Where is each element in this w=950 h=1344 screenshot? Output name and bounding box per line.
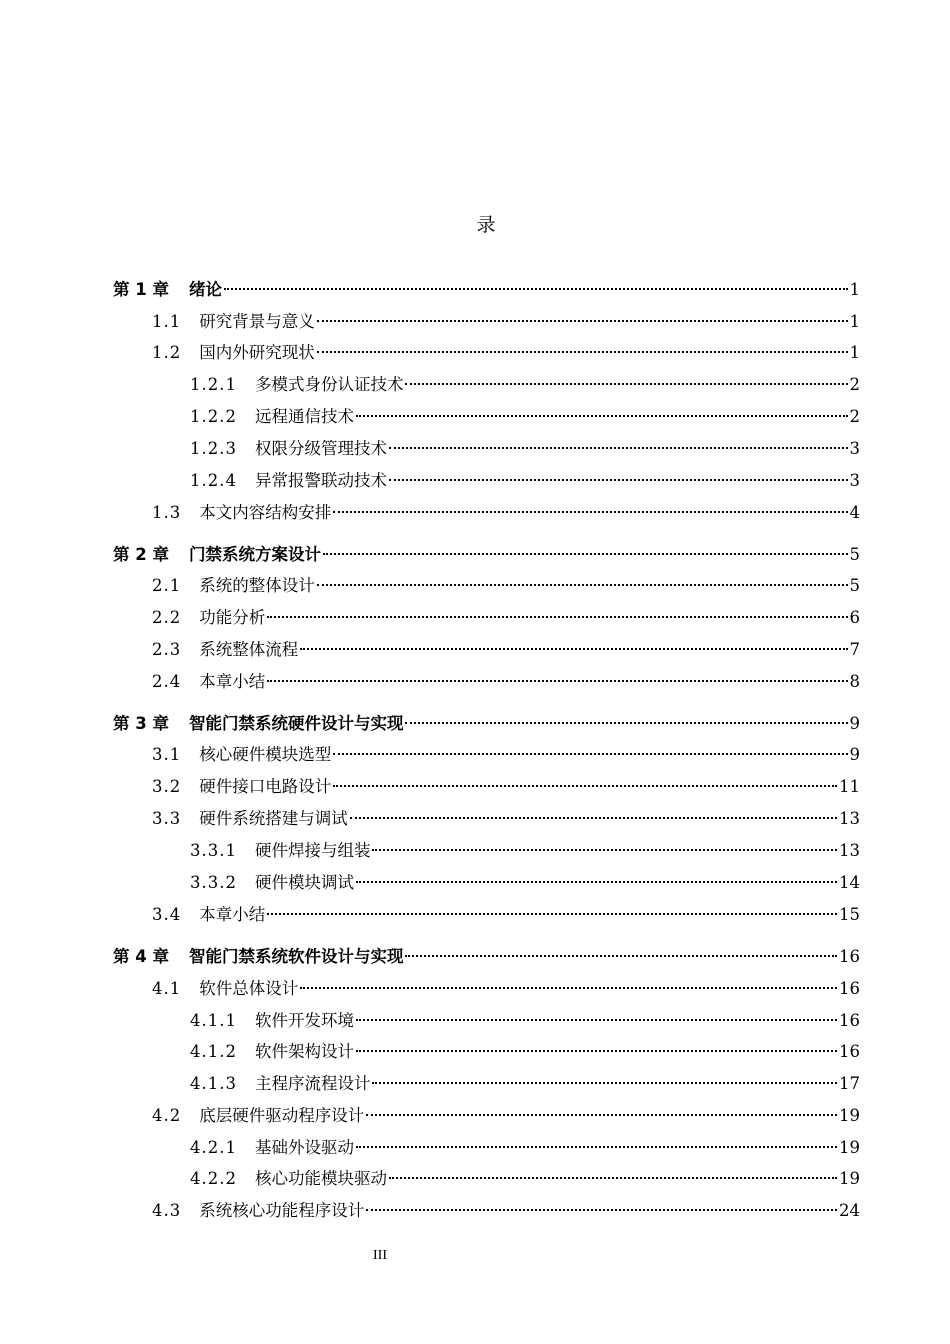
toc-entry-title: 系统的整体设计 <box>199 576 315 595</box>
toc-dot-leader <box>356 1019 837 1021</box>
toc-dot-leader <box>317 584 848 586</box>
toc-entry-title: 本章小结 <box>199 905 266 924</box>
toc-entry[interactable] <box>0 310 950 334</box>
toc-entry-page: 4 <box>849 503 860 522</box>
toc-entry-line <box>190 839 860 863</box>
toc-entry-number: 2.3 <box>152 640 182 659</box>
toc-entry-page: 16 <box>839 979 860 998</box>
toc-entry-title: 硬件模块调试 <box>254 873 354 892</box>
toc-entry-title: 权限分级管理技术 <box>254 439 387 458</box>
toc-entry-number: 1.2.2 <box>190 407 237 426</box>
toc-entry-title: 远程通信技术 <box>254 407 354 426</box>
toc-entry-page: 2 <box>849 375 860 394</box>
toc-entry[interactable] <box>0 1040 950 1064</box>
toc-entry-page: 19 <box>839 1169 860 1188</box>
toc-entry-number: 2.4 <box>152 672 182 691</box>
toc-dot-leader <box>356 415 848 417</box>
toc-entry[interactable] <box>0 712 950 736</box>
toc-entry-title: 基础外设驱动 <box>254 1138 354 1157</box>
toc-entry[interactable] <box>0 574 950 598</box>
toc-entry-number: 1.2.1 <box>190 375 237 394</box>
toc-entry-page: 5 <box>849 576 860 595</box>
toc-entry-title: 智能门禁系统硬件设计与实现 <box>188 714 404 733</box>
toc-entry-number: 4.2 <box>152 1106 182 1125</box>
toc-entry-line <box>152 903 860 927</box>
toc-entry-page: 2 <box>849 407 860 426</box>
toc-dot-leader <box>372 849 837 851</box>
toc-entry-line <box>152 341 860 365</box>
toc-entry-page: 1 <box>849 343 860 362</box>
toc-entry-number: 第 3 章 <box>113 714 169 733</box>
toc-entry-line <box>190 1136 860 1160</box>
toc-entry-number: 第 2 章 <box>113 545 169 564</box>
toc-entry-page: 6 <box>849 608 860 627</box>
toc-dot-leader <box>405 383 847 385</box>
toc-entry-line <box>113 712 860 736</box>
toc-entry-line <box>190 469 860 493</box>
toc-entry-title: 硬件焊接与组装 <box>254 841 371 860</box>
toc-dot-leader <box>366 1114 837 1116</box>
toc-entry-number: 4.3 <box>152 1201 182 1220</box>
toc-entry-title: 智能门禁系统软件设计与实现 <box>188 947 404 966</box>
toc-entry-line <box>113 945 860 969</box>
toc-entry[interactable] <box>0 543 950 567</box>
toc-entry-page: 17 <box>839 1074 860 1093</box>
toc-entry[interactable] <box>0 1136 950 1160</box>
toc-entry-line <box>190 871 860 895</box>
toc-entry-page: 16 <box>839 947 860 966</box>
toc-entry-page: 5 <box>849 545 860 564</box>
toc-entry-page: 19 <box>839 1138 860 1157</box>
toc-dot-leader <box>350 817 837 819</box>
toc-entry-page: 3 <box>849 471 860 490</box>
toc-entry-number: 4.1 <box>152 979 182 998</box>
toc-entry-title: 绪论 <box>188 280 222 299</box>
toc-entry-number: 4.1.3 <box>190 1074 237 1093</box>
toc-entry[interactable] <box>0 469 950 493</box>
toc-dot-leader <box>267 680 847 682</box>
toc-entry-line <box>113 278 860 302</box>
toc-dot-leader <box>317 320 848 322</box>
toc-entry-number: 4.2.1 <box>190 1138 237 1157</box>
toc-entry-number: 2.1 <box>152 576 182 595</box>
toc-entry-page: 9 <box>849 714 860 733</box>
toc-entry-number: 3.1 <box>152 745 182 764</box>
toc-entry[interactable] <box>0 1199 950 1223</box>
toc-entry-page: 24 <box>839 1201 860 1220</box>
toc-entry-line <box>190 437 860 461</box>
toc-dot-leader <box>333 511 847 513</box>
toc-entry-line <box>152 638 860 662</box>
toc-entry-line <box>152 775 860 799</box>
toc-entry-number: 3.3 <box>152 809 182 828</box>
toc-entry-title: 门禁系统方案设计 <box>188 545 321 564</box>
toc-entry[interactable] <box>0 341 950 365</box>
toc-entry-number: 1.1 <box>152 312 182 331</box>
toc-entry-page: 7 <box>849 640 860 659</box>
toc-dot-leader <box>224 288 848 290</box>
toc-entry[interactable] <box>0 1167 950 1191</box>
toc-entry[interactable] <box>0 405 950 429</box>
toc-entry[interactable] <box>0 775 950 799</box>
toc-entry[interactable] <box>0 839 950 863</box>
toc-entry-page: 3 <box>849 439 860 458</box>
toc-entry-title: 主程序流程设计 <box>254 1074 371 1093</box>
toc-entry-line <box>190 1072 860 1096</box>
toc-entry-title: 异常报警联动技术 <box>254 471 387 490</box>
toc-dot-leader <box>389 447 848 449</box>
toc-entry-line <box>113 543 860 567</box>
toc-entry-page: 19 <box>839 1106 860 1125</box>
toc-entry-number: 1.2.4 <box>190 471 237 490</box>
toc-entry-number: 1.3 <box>152 503 182 522</box>
toc-entry-number: 3.3.1 <box>190 841 237 860</box>
toc-dot-leader <box>405 955 837 957</box>
toc-dot-leader <box>405 722 847 724</box>
toc-entry-number: 4.1.1 <box>190 1011 237 1030</box>
toc-entry-line <box>152 501 860 525</box>
toc-entry-page: 1 <box>849 280 860 299</box>
toc-entry-page: 14 <box>839 873 860 892</box>
toc-dot-leader <box>356 1146 837 1148</box>
toc-entry-number: 4.2.2 <box>190 1169 237 1188</box>
toc-dot-leader <box>356 881 837 883</box>
toc-entry-number: 3.2 <box>152 777 182 796</box>
toc-entry-title: 底层硬件驱动程序设计 <box>199 1106 365 1125</box>
toc-dot-leader <box>333 753 847 755</box>
toc-dot-leader <box>300 987 837 989</box>
toc-entry-line <box>152 1104 860 1128</box>
toc-entry-line <box>190 1040 860 1064</box>
toc-entry-title: 研究背景与意义 <box>199 312 315 331</box>
toc-entry-page: 11 <box>839 777 860 796</box>
toc-entry-page: 16 <box>839 1042 860 1061</box>
toc-entry[interactable] <box>0 1009 950 1033</box>
toc-entry-page: 8 <box>849 672 860 691</box>
toc-entry-page: 16 <box>839 1011 860 1030</box>
toc-entry[interactable] <box>0 437 950 461</box>
toc-entry[interactable] <box>0 945 950 969</box>
toc-entry[interactable] <box>0 606 950 630</box>
toc-dot-leader <box>372 1082 837 1084</box>
toc-entry[interactable] <box>0 807 950 831</box>
toc-entry[interactable] <box>0 638 950 662</box>
toc-entry-line <box>152 1199 860 1223</box>
toc-entry-title: 软件总体设计 <box>199 979 299 998</box>
toc-dot-leader <box>323 553 848 555</box>
toc-entry-title: 系统整体流程 <box>199 640 299 659</box>
toc-entry-number: 第 1 章 <box>113 280 169 299</box>
toc-entry-number: 3.3.2 <box>190 873 237 892</box>
toc-entry-line <box>152 310 860 334</box>
toc-entry-line <box>152 743 860 767</box>
toc-entry-line <box>190 405 860 429</box>
toc-dot-leader <box>267 913 837 915</box>
toc-entry-page: 1 <box>849 312 860 331</box>
toc-dot-leader <box>300 648 847 650</box>
toc-entry-line <box>190 1167 860 1191</box>
toc-entry-page: 15 <box>839 905 860 924</box>
toc-entry-page: 9 <box>849 745 860 764</box>
toc-entry-page: 13 <box>839 841 860 860</box>
toc-entry-line <box>152 574 860 598</box>
toc-entry-line <box>152 977 860 1001</box>
toc-entry[interactable] <box>0 1072 950 1096</box>
toc-entry-number: 3.4 <box>152 905 182 924</box>
toc-title: 录 <box>476 214 496 236</box>
toc-entry-title: 硬件系统搭建与调试 <box>199 809 348 828</box>
toc-entry-title: 软件开发环境 <box>254 1011 354 1030</box>
toc-entry-number: 2.2 <box>152 608 182 627</box>
toc-entry-title: 系统核心功能程序设计 <box>199 1201 365 1220</box>
toc-entry-number: 4.1.2 <box>190 1042 237 1061</box>
toc-entry-title: 硬件接口电路设计 <box>199 777 332 796</box>
toc-dot-leader <box>366 1209 837 1211</box>
toc-dot-leader <box>389 1177 837 1179</box>
toc-entry[interactable] <box>0 278 950 302</box>
toc-entry[interactable] <box>0 977 950 1001</box>
toc-entry-title: 本章小结 <box>199 672 266 691</box>
toc-entry[interactable] <box>0 903 950 927</box>
toc-entry-line <box>152 670 860 694</box>
toc-entry[interactable] <box>0 373 950 397</box>
toc-entry-title: 核心功能模块驱动 <box>254 1169 387 1188</box>
toc-entry-page: 13 <box>839 809 860 828</box>
toc-entry-line <box>152 606 860 630</box>
toc-entry-title: 软件架构设计 <box>254 1042 354 1061</box>
toc-entry-line <box>190 1009 860 1033</box>
toc-entry-title: 核心硬件模块选型 <box>199 745 332 764</box>
toc-dot-leader <box>317 351 848 353</box>
toc-entry[interactable] <box>0 743 950 767</box>
toc-dot-leader <box>356 1050 837 1052</box>
toc-entry-title: 功能分析 <box>199 608 266 627</box>
toc-entry-number: 1.2.3 <box>190 439 237 458</box>
toc-entry-title: 本文内容结构安排 <box>199 503 332 522</box>
toc-entry[interactable] <box>0 871 950 895</box>
toc-entry-line <box>152 807 860 831</box>
toc-dot-leader <box>389 479 848 481</box>
toc-entry[interactable] <box>0 501 950 525</box>
toc-dot-leader <box>267 616 847 618</box>
toc-entry[interactable] <box>0 1104 950 1128</box>
toc-entry-line <box>190 373 860 397</box>
toc-entry[interactable] <box>0 670 950 694</box>
toc-entry-number: 1.2 <box>152 343 182 362</box>
toc-dot-leader <box>333 785 837 787</box>
page-number: III <box>373 1248 387 1263</box>
toc-entry-title: 多模式身份认证技术 <box>254 375 404 394</box>
toc-entry-number: 第 4 章 <box>113 947 169 966</box>
toc-entry-title: 国内外研究现状 <box>199 343 315 362</box>
